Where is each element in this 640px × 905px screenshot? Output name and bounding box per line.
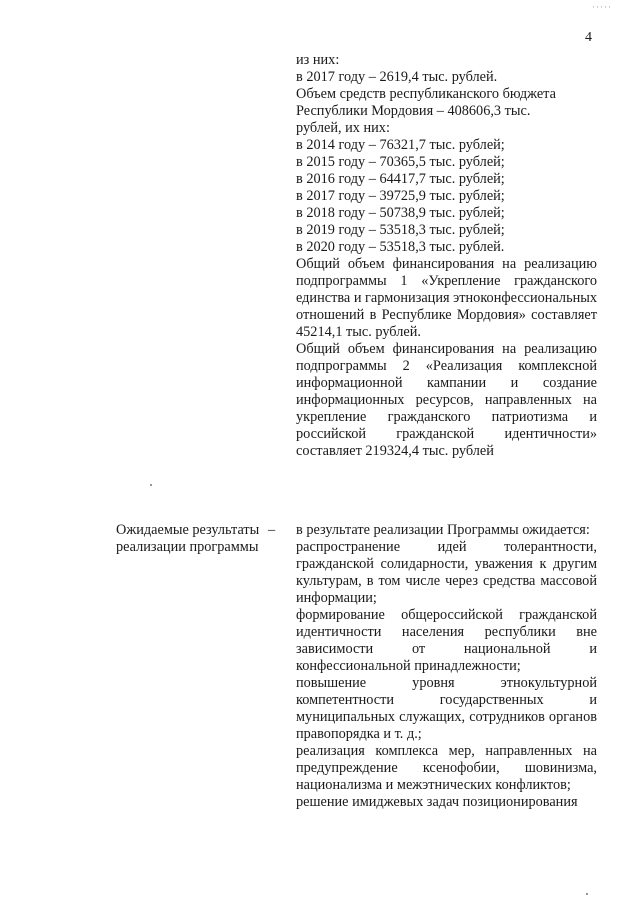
- text-line: в 2019 году – 53518,3 тыс. рублей;: [296, 222, 505, 238]
- text-line: в 2014 году – 76321,7 тыс. рублей;: [296, 137, 505, 153]
- scan-corner-mark: ·····: [592, 2, 612, 12]
- result-item: распространение идей толерантности, гражданской солидарности, уважения к другим культурам, в том числе через средства массовой информации;: [296, 539, 597, 606]
- text-line: Объем средств республиканского бюджета: [296, 86, 556, 102]
- text-line: в 2017 году – 39725,9 тыс. рублей;: [296, 188, 505, 204]
- text-line: в 2015 году – 70365,5 тыс. рублей;: [296, 154, 505, 170]
- page-number: 4: [585, 30, 592, 45]
- results-label-line: Ожидаемые результаты: [116, 522, 260, 538]
- text-line: Республики Мордовия – 408606,3 тыс.: [296, 103, 531, 119]
- text-line: из них:: [296, 52, 340, 68]
- results-intro: в результате реализации Программы ожидается:: [296, 522, 590, 538]
- text-line: в 2016 году – 64417,7 тыс. рублей;: [296, 171, 505, 187]
- scan-dot: [586, 893, 588, 895]
- text-line: в 2018 году – 50738,9 тыс. рублей;: [296, 205, 505, 221]
- text-line: рублей, их них:: [296, 120, 390, 136]
- label-dash: –: [268, 522, 276, 538]
- result-item: формирование общероссийской гражданской идентичности населения республики вне зависимости от национальной и конфессиональной принадлежности;: [296, 607, 597, 674]
- subprogram-2-paragraph: Общий объем финансирования на реализацию подпрограммы 2 «Реализация комплексной информационной кампании и создание информационных ресурсов, направленных на укрепление гражданского патриотизма и российской гражданской идентичности» составляет 219324,4 тыс. рублей: [296, 341, 597, 459]
- scan-dot: [150, 484, 152, 486]
- results-label-line: реализации программы: [116, 539, 259, 555]
- financing-section: [296, 52, 597, 460]
- result-item: реализация комплекса мер, направленных на предупреждение ксенофобии, шовинизма, национализма и межэтнических конфликтов;: [296, 743, 597, 793]
- result-item: решение имиджевых задач позиционирования: [296, 794, 578, 810]
- results-content: [296, 522, 597, 811]
- results-label: [116, 522, 286, 556]
- subprogram-1-paragraph: Общий объем финансирования на реализацию подпрограммы 1 «Укрепление гражданского единства и гармонизация этноконфессиональных отношений в Республике Мордовия» составляет 45214,1 тыс. рублей.: [296, 256, 597, 340]
- result-item: повышение уровня этнокультурной компетентности государственных и муниципальных служащих, сотрудников органов правопорядка и т. д.;: [296, 675, 597, 742]
- text-line: в 2017 году – 2619,4 тыс. рублей.: [296, 69, 498, 85]
- text-line: в 2020 году – 53518,3 тыс. рублей.: [296, 239, 505, 255]
